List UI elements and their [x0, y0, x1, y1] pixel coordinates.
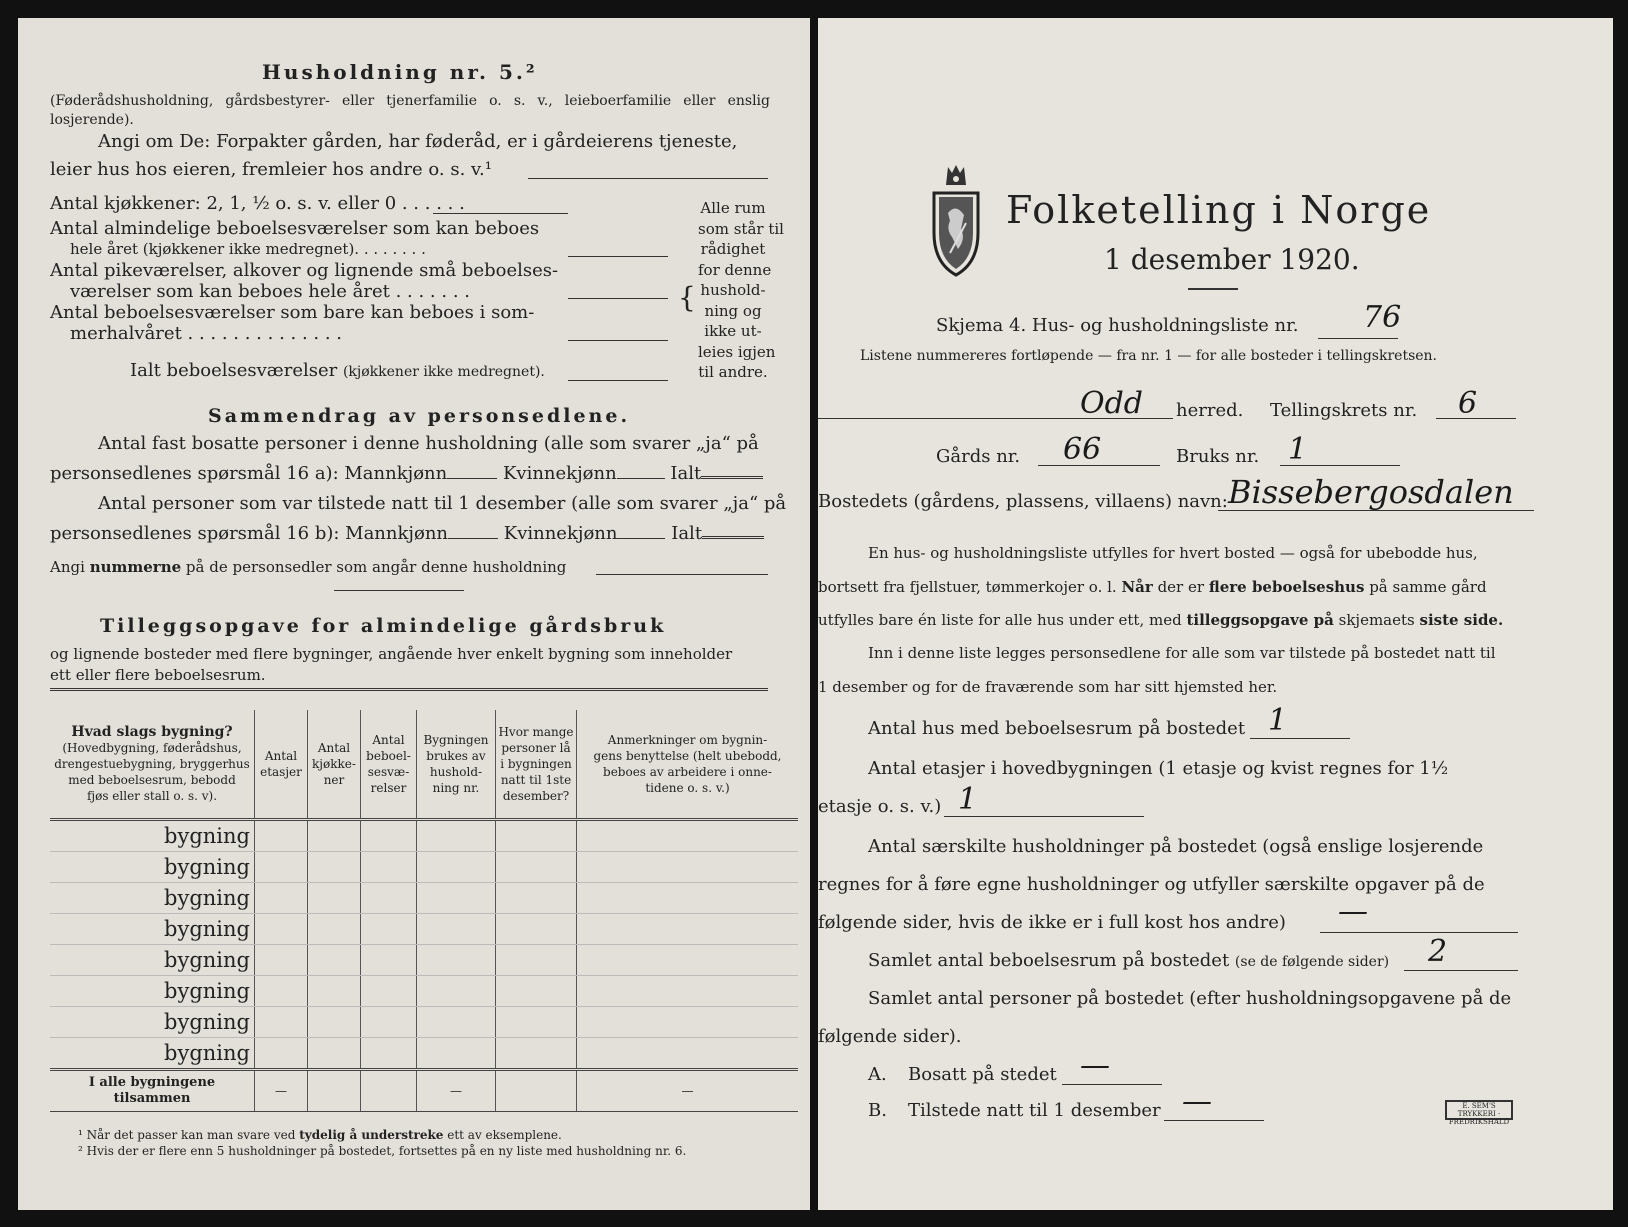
row-building-label: bygning — [50, 883, 255, 914]
census-title: Folketelling i Norge — [1006, 188, 1432, 232]
instr2-a: bortsett fra fjellstuer, tømmerkojer o. l. — [818, 578, 1117, 596]
col-building-desc: drengestuebygning, bryggerhus — [54, 757, 250, 771]
extra-desc-1: og lignende bosteder med flere bygninger, angående hver enkelt bygning som inneholder — [50, 645, 733, 663]
present-label: B. — [868, 1100, 887, 1121]
col-remarks-label: gens benyttelse (helt ubebodd, — [593, 749, 782, 763]
instr3-a: utfylles bare én liste for alle hus under ett, med — [818, 611, 1182, 629]
gards-label: Gårds nr. — [936, 446, 1021, 467]
schema-number[interactable]: 76 — [1363, 300, 1402, 335]
total-rooms-label — [130, 360, 545, 381]
table-row[interactable] — [50, 883, 798, 914]
numbers-line — [50, 558, 566, 576]
maid-rooms-label-1: Antal pikeværelser, alkover og lignende små beboelses- — [50, 260, 559, 281]
table-total-row — [50, 1070, 798, 1112]
col-building-type — [50, 710, 255, 820]
col-building-desc: (Hovedbygning, føderådshus, — [62, 741, 242, 755]
col-building-desc: med beboelsesrum, bebodd — [68, 773, 236, 787]
instruction-line-2 — [818, 578, 1487, 596]
table-row[interactable] — [50, 1007, 798, 1038]
summary-b-men-field[interactable] — [448, 538, 498, 539]
col-household-label: Bygningen — [423, 733, 489, 747]
total-household-dash: — — [417, 1070, 496, 1112]
brace-icon: { — [678, 281, 696, 314]
gards-number[interactable]: 66 — [1063, 432, 1102, 467]
footnote-1-rest: ett av eksemplene. — [447, 1128, 562, 1142]
present-value[interactable]: — — [1182, 1084, 1212, 1119]
col-kitchens-label: Antal — [317, 741, 351, 755]
printer-stamp: E. SEM'S TRYKKERI · FREDRIKSHALD — [1445, 1100, 1513, 1120]
col-remarks-label: tidene o. s. v.) — [645, 781, 730, 795]
resident-line — [1062, 1084, 1162, 1085]
col-rooms-label: beboel- — [366, 749, 411, 763]
table-row[interactable] — [50, 945, 798, 976]
summary-title: Sammendrag av personsedlene. — [208, 405, 631, 427]
total-row-label: I alle bygningene tilsammen — [50, 1070, 255, 1112]
answer-line-rooms-year[interactable] — [568, 256, 668, 257]
table-row[interactable] — [50, 914, 798, 945]
col-household-label: ning nr. — [432, 781, 480, 795]
col-floors-label: Antal — [264, 749, 298, 763]
schema-label: Skjema 4. Hus- og husholdningsliste nr. — [936, 315, 1299, 336]
col-persons-label: i bygningen — [500, 757, 572, 771]
answer-line-summer-rooms[interactable] — [568, 340, 668, 341]
row-building-label: bygning — [50, 976, 255, 1007]
col-floors-label: etasjer — [260, 765, 302, 779]
total-persons-line-1: Samlet antal personer på bostedet (efter husholdningsopgavene på de — [868, 988, 1512, 1009]
numbers-bold: nummerne — [89, 558, 182, 576]
row-building-label: bygning — [50, 1038, 255, 1070]
divider — [334, 590, 464, 591]
col-rooms-label: relser — [370, 781, 407, 795]
side-note-line: rådighet — [700, 240, 766, 258]
household-intro: (Føderådshusholdning, gårdsbestyrer- eller tjenerfamilie o. s. v., leieboerfamilie eller enslig losjerende). — [50, 93, 770, 128]
household-title: Husholdning nr. 5.² — [262, 60, 538, 84]
total-rooms-value[interactable]: 2 — [1428, 934, 1448, 969]
total-rooms-line-right — [1404, 970, 1518, 971]
total-remarks-dash: — — [577, 1070, 799, 1112]
houses-line — [1250, 738, 1350, 739]
total-rooms-text-right: Samlet antal beboelsesrum på bostedet — [868, 950, 1230, 971]
floors-label-1: Antal etasjer i hovedbygningen (1 etasje og kvist regnes for 1½ — [868, 758, 1449, 779]
table-row[interactable] — [50, 976, 798, 1007]
side-note-line: Alle rum — [700, 199, 766, 217]
summer-rooms-label-1: Antal beboelsesværelser som bare kan beboes i som- — [50, 302, 535, 323]
side-note-line: som står til — [698, 219, 784, 238]
summary-a-total-label: Ialt — [670, 463, 702, 484]
households-value[interactable]: — — [1338, 894, 1368, 929]
instr2-d: flere beboelseshus — [1208, 578, 1365, 596]
right-page — [818, 18, 1613, 1210]
col-remarks-label: Anmerkninger om bygnin- — [607, 733, 768, 747]
col-persons-label: natt til 1ste — [500, 773, 572, 787]
col-remarks-label: beboes av arbeidere i onne- — [603, 765, 772, 779]
resident-label: A. — [868, 1064, 887, 1085]
title-divider — [1188, 288, 1238, 290]
extra-title: Tilleggsopgave for almindelige gårdsbruk — [100, 615, 667, 637]
instruction-line-1: En hus- og husholdningsliste utfylles for hvert bosted — også for ubebodde hus, — [868, 544, 1478, 562]
resident-text: Bosatt på stedet — [908, 1064, 1057, 1085]
side-note-line: for denne — [698, 260, 772, 279]
col-household-label: hushold- — [429, 765, 483, 779]
summary-a-line-1: Antal fast bosatte personer i denne husholdning (alle som svarer „ja“ på — [98, 433, 759, 454]
side-note-line: hushold- — [700, 281, 766, 299]
krets-label: Tellingskrets nr. — [1270, 400, 1418, 421]
bosted-name[interactable]: Bissebergosdalen — [1228, 473, 1514, 511]
summary-a-men-field[interactable] — [447, 478, 497, 479]
herred-label: herred. — [1176, 400, 1244, 421]
total-rooms-note: (kjøkkener ikke medregnet). — [342, 364, 545, 380]
instruction-line-3 — [818, 611, 1503, 629]
col-household-label: brukes av — [426, 749, 486, 763]
col-kitchens — [308, 710, 361, 820]
instr3-d: siste side. — [1419, 611, 1504, 629]
row-building-label: bygning — [50, 852, 255, 883]
bruks-number[interactable]: 1 — [1288, 432, 1308, 467]
present-text: Tilstede natt til 1 desember — [908, 1100, 1161, 1121]
herred-name[interactable]: Odd — [1080, 386, 1144, 421]
households-line-1: Antal særskilte husholdninger på bostedet (også enslige losjerende — [868, 836, 1484, 857]
answer-line-kitchens[interactable] — [433, 213, 568, 214]
instr3-c: skjemaets — [1338, 611, 1415, 629]
floors-label-2: etasje o. s. v.) — [818, 796, 942, 817]
side-note-line: leies igjen — [698, 342, 776, 361]
numbering-note: Listene nummereres fortløpende — fra nr. 1 — for alle bosteder i tellingskretsen. — [860, 348, 1438, 364]
households-line — [1320, 932, 1518, 933]
extra-desc-2: ett eller flere beboelsesrum. — [50, 666, 266, 684]
answer-line-occupancy[interactable] — [528, 178, 768, 179]
question-line-2: leier hus hos eieren, fremleier hos andre o. s. v.¹ — [50, 159, 492, 180]
households-line-2: regnes for å føre egne husholdninger og utfyller særskilte opgaver på de — [818, 874, 1485, 895]
norway-coat-of-arms-icon — [928, 163, 984, 281]
col-building-title: Hvad slags bygning? — [71, 724, 233, 740]
rooms-year-label-1: Antal almindelige beboelsesværelser som kan beboes — [50, 218, 540, 239]
col-kitchens-label: kjøkke- — [312, 757, 356, 771]
side-note-line: ikke ut- — [704, 322, 762, 340]
col-kitchens-label: ner — [323, 773, 345, 787]
resident-value[interactable]: — — [1080, 1048, 1110, 1083]
building-table — [50, 710, 798, 1112]
answer-line-total-rooms[interactable] — [568, 380, 668, 381]
summary-a-total-field[interactable] — [701, 476, 763, 479]
total-rooms-note-right: (se de følgende sider) — [1234, 954, 1390, 970]
row-building-label: bygning — [50, 820, 255, 852]
schema-number-line — [1318, 338, 1398, 339]
kitchens-label: Antal kjøkkener: 2, 1, ½ o. s. v. eller 0 . . . . . . — [50, 193, 465, 214]
footnote-1-bold: tydelig å understreke — [299, 1128, 444, 1142]
instr2-e: på samme gård — [1369, 578, 1487, 596]
rooms-year-label-2: hele året (kjøkkener ikke medregnet). . . . . . . . — [70, 240, 426, 258]
total-rooms-text: Ialt beboelsesværelser — [130, 360, 338, 381]
col-persons-label: Hvor mange — [498, 725, 574, 739]
answer-line-numbers[interactable] — [596, 574, 768, 575]
present-line — [1164, 1120, 1264, 1121]
col-persons-label: personer lå — [501, 741, 571, 755]
question-line-1: Angi om De: Forpakter gården, har føderåd, er i gårdeierens tjeneste, — [98, 131, 738, 152]
col-persons-label: desember? — [502, 789, 570, 803]
summary-b-total-label: Ialt — [671, 523, 703, 544]
summary-a-women-label: Kvinnekjønn — [502, 463, 617, 484]
col-persons — [496, 710, 577, 820]
instruction-line-4: Inn i denne liste legges personsedlene for alle som var tilstede på bostedet natt til — [868, 644, 1496, 662]
answer-line-maid-rooms[interactable] — [568, 298, 668, 299]
footnote-1 — [78, 1128, 562, 1142]
col-rooms — [361, 710, 417, 820]
census-date: 1 desember 1920. — [1104, 243, 1360, 276]
instruction-line-5: 1 desember og for de fraværende som har sitt hjemsted her. — [818, 678, 1278, 696]
table-row[interactable] — [50, 1038, 798, 1070]
row-building-label: bygning — [50, 945, 255, 976]
row-building-label: bygning — [50, 1007, 255, 1038]
maid-rooms-label-2: værelser som kan beboes hele året . . . . . . . — [70, 281, 470, 302]
summary-a-women-field[interactable] — [617, 478, 665, 479]
row-building-label: bygning — [50, 914, 255, 945]
instr2-b: Når — [1121, 578, 1153, 596]
total-rooms-label-right — [868, 950, 1389, 971]
summary-b-line-2 — [50, 523, 764, 544]
col-household — [417, 710, 496, 820]
side-note-line: til andre. — [698, 363, 768, 381]
side-note-line: ning og — [704, 301, 762, 320]
total-floors-dash: — — [255, 1070, 308, 1112]
households-line-3: følgende sider, hvis de ikke er i full kost hos andre) — [818, 912, 1286, 933]
bosted-label: Bostedets (gårdens, plassens, villaens) navn: — [818, 491, 1228, 512]
col-building-desc: fjøs eller stall o. s. v). — [86, 789, 218, 803]
side-note — [698, 198, 784, 383]
krets-number[interactable]: 6 — [1458, 386, 1478, 421]
houses-label: Antal hus med beboelsesrum på bostedet — [868, 718, 1246, 739]
summary-b-women-label: Kvinnekjønn — [503, 523, 618, 544]
bruks-label: Bruks nr. — [1176, 446, 1260, 467]
table-top-rule — [50, 688, 768, 691]
total-persons-line-2: følgende sider). — [818, 1026, 962, 1047]
summary-b-women-field[interactable] — [617, 538, 665, 539]
floors-value[interactable]: 1 — [958, 782, 978, 817]
summary-b-line-1: Antal personer som var tilstede natt til 1 desember (alle som svarer „ja“ på — [98, 493, 787, 514]
left-page — [18, 18, 810, 1210]
table-row[interactable] — [50, 820, 798, 852]
col-rooms-label: sesvæ- — [367, 765, 410, 779]
summer-rooms-label-2: merhalvåret . . . . . . . . . . . . . . — [70, 323, 343, 344]
summary-a-men-label: personsedlenes spørsmål 16 a): Mannkjønn — [50, 463, 448, 484]
footnote-2: ² Hvis der er flere enn 5 husholdninger på bostedet, fortsettes på en ny liste med husholdning nr. 6. — [78, 1144, 687, 1158]
col-remarks — [577, 710, 799, 820]
footnote-1-prefix: ¹ Når det passer kan man svare ved — [78, 1128, 296, 1142]
summary-a-line-2 — [50, 463, 763, 484]
table-row[interactable] — [50, 852, 798, 883]
instr3-b: tilleggsopgave på — [1186, 611, 1334, 629]
instr2-c: der er — [1157, 578, 1205, 596]
houses-value[interactable]: 1 — [1268, 703, 1288, 738]
numbers-prefix: Angi — [50, 558, 85, 576]
summary-b-total-field[interactable] — [702, 536, 764, 539]
col-floors — [255, 710, 308, 820]
numbers-rest: på de personsedler som angår denne husholdning — [185, 558, 567, 576]
col-rooms-label: Antal — [372, 733, 405, 747]
summary-b-men-label: personsedlenes spørsmål 16 b): Mannkjønn — [50, 523, 449, 544]
